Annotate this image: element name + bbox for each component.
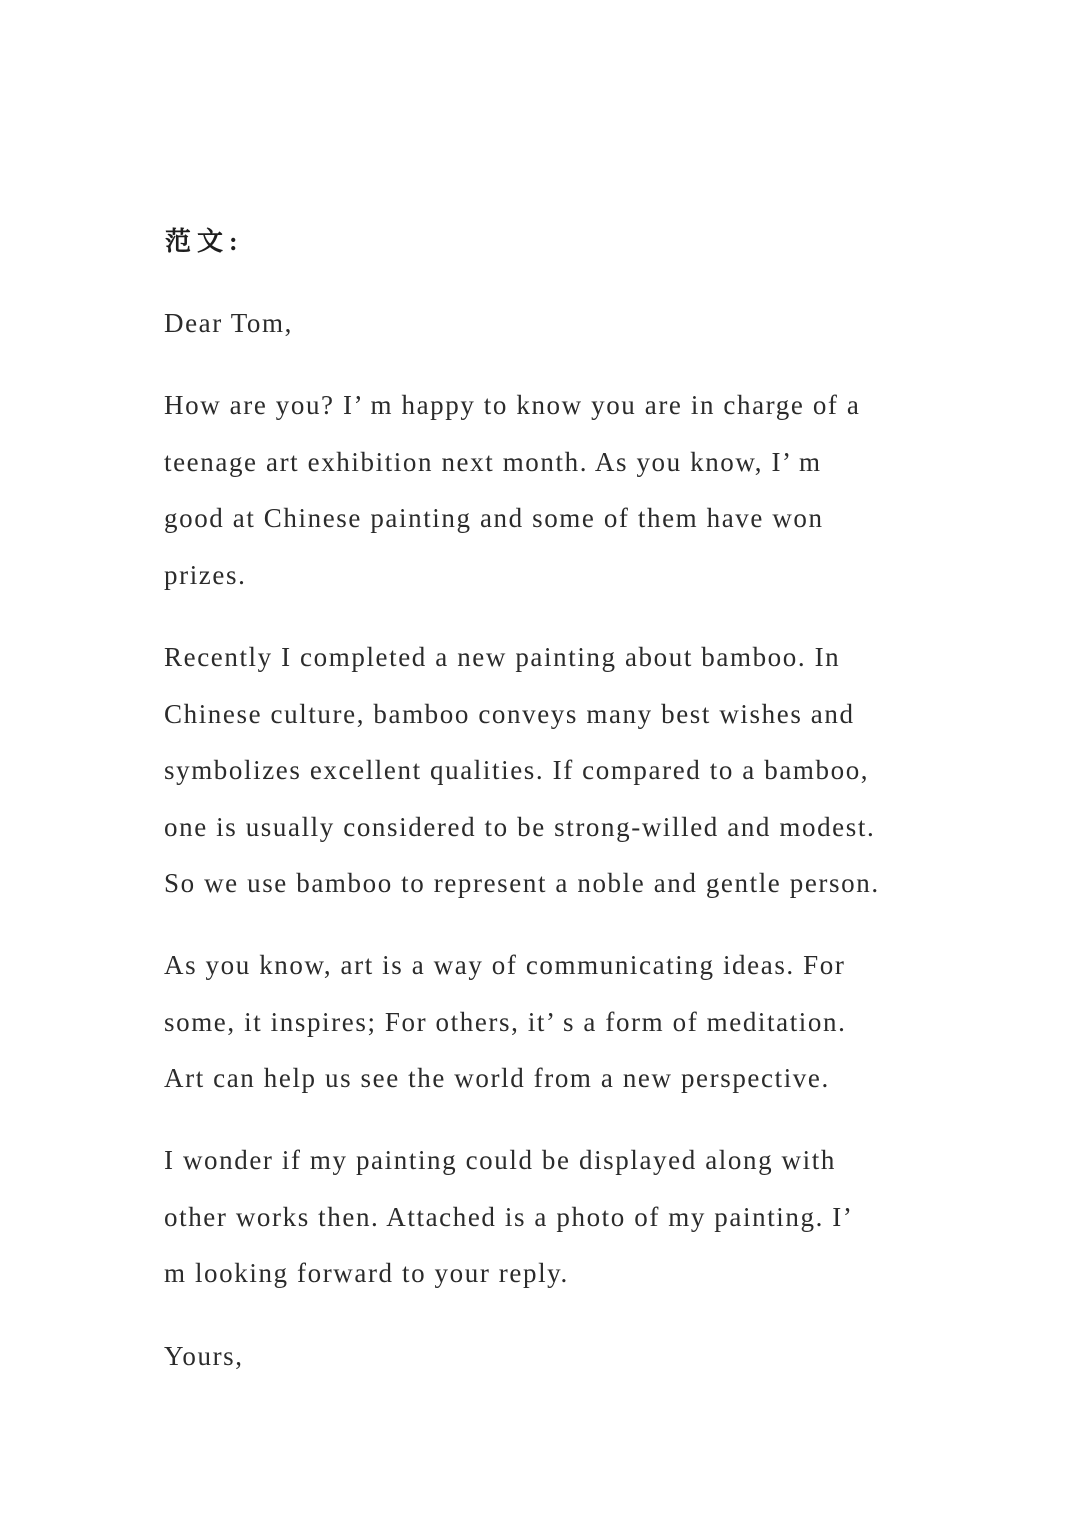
paragraph-line: teenage art exhibition next month. As you know, I’ m [164,446,822,477]
paragraph-line: How are you? I’ m happy to know you are in charge of a [164,390,861,420]
paragraph-line: good at Chinese painting and some of them have won [164,503,824,533]
model-essay-heading: 范文: [165,227,244,256]
paragraph-line: m looking forward to your reply. [164,1258,569,1288]
paragraph-line: I wonder if my painting could be displayed along with [164,1145,836,1175]
paragraph-line: Recently I completed a new painting about bamboo. In [164,642,841,672]
paragraph-line: As you know, art is a way of communicating ideas. For [164,950,846,980]
paragraph-line: some, it inspires; For others, it’ s a form of meditation. [164,1006,847,1037]
paragraph-line: Chinese culture, bamboo conveys many best wishes and [164,698,855,729]
paragraph-4 [164,1140,853,1310]
paragraph-line: So we use bamboo to represent a noble and gentle person. [164,868,880,898]
letter-salutation: Dear Tom, [164,308,293,338]
paragraph-3 [164,945,846,1115]
paragraph-line: Art can help us see the world from a new perspective. [164,1063,830,1093]
paragraph-line: one is usually considered to be strong-willed and modest. [164,811,876,842]
paragraph-line: symbolizes excellent qualities. If compared to a bamboo, [164,755,870,785]
paragraph-line: other works then. Attached is a photo of my painting. I’ [164,1201,854,1232]
paragraph-2 [164,637,880,920]
paragraph-line: prizes. [164,559,247,590]
paragraph-1 [164,385,860,611]
letter-closing: Yours, [164,1341,244,1371]
